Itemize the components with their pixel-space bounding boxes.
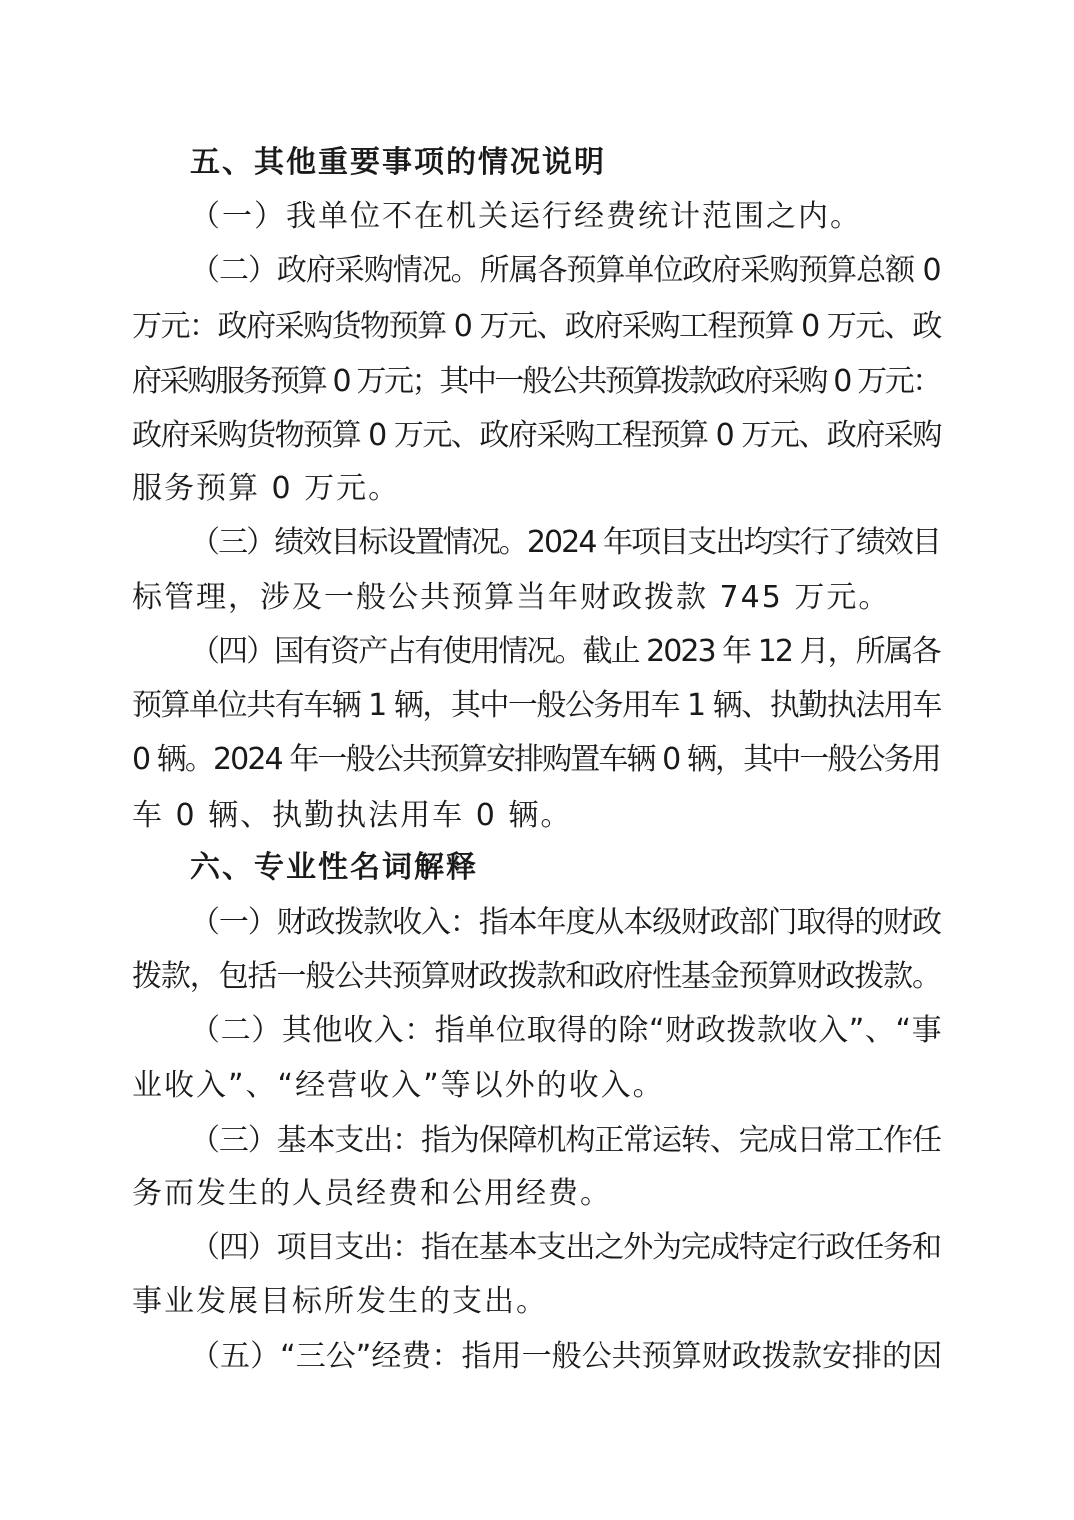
- paragraph-line: 预算单位共有车辆 1 辆，其中一般公务用车 1 辆、执勤执法用车: [132, 688, 941, 723]
- paragraph-line: 政府采购货物预算 0 万元、政府采购工程预算 0 万元、政府采购: [132, 418, 941, 453]
- paragraph-line: （二）其他收入：指单位取得的除“财政拨款收入”、“事: [190, 1013, 943, 1048]
- paragraph-line: 务而发生的人员经费和公用经费。: [132, 1176, 612, 1211]
- paragraph-line: （四）项目支出：指在基本支出之外为完成特定行政任务和: [190, 1230, 941, 1265]
- paragraph-line: 万元：政府采购货物预算 0 万元、政府采购工程预算 0 万元、政: [132, 309, 941, 344]
- section-heading-6: 六、专业性名词解释: [190, 850, 478, 885]
- paragraph-line: 府采购服务预算 0 万元；其中一般公共预算拨款政府采购 0 万元：: [132, 364, 940, 399]
- paragraph-line: （一）我单位不在机关运行经费统计范围之内。: [190, 199, 862, 234]
- paragraph-line: （三）基本支出：指为保障机构正常运转、完成日常工作任: [190, 1123, 941, 1158]
- section-heading-5: 五、其他重要事项的情况说明: [190, 145, 606, 180]
- paragraph-line: （一）财政拨款收入：指本年度从本级财政部门取得的财政: [190, 905, 941, 940]
- paragraph-line: 事业发展目标所发生的支出。: [132, 1284, 548, 1319]
- paragraph-line: 拨款，包括一般公共预算财政拨款和政府性基金预算财政拨款。: [132, 959, 941, 994]
- paragraph-line: 标管理，涉及一般公共预算当年财政拨款 745 万元。: [132, 580, 891, 615]
- paragraph-line: 服务预算 0 万元。: [132, 471, 401, 506]
- paragraph-line: （五）“三公”经费：指用一般公共预算财政拨款安排的因: [190, 1339, 943, 1374]
- paragraph-line: 业收入”、“经营收入”等以外的收入。: [132, 1068, 665, 1103]
- paragraph-line: 车 0 辆、执勤执法用车 0 辆。: [132, 798, 573, 833]
- paragraph-line: （二）政府采购情况。所属各预算单位政府采购预算总额 0: [190, 253, 941, 288]
- paragraph-line: （三）绩效目标设置情况。2024 年项目支出均实行了绩效目: [190, 525, 940, 560]
- paragraph-line: 0 辆。2024 年一般公共预算安排购置车辆 0 辆，其中一般公务用: [132, 742, 940, 777]
- paragraph-line: （四）国有资产占有使用情况。截止 2023 年 12 月，所属各: [190, 634, 940, 669]
